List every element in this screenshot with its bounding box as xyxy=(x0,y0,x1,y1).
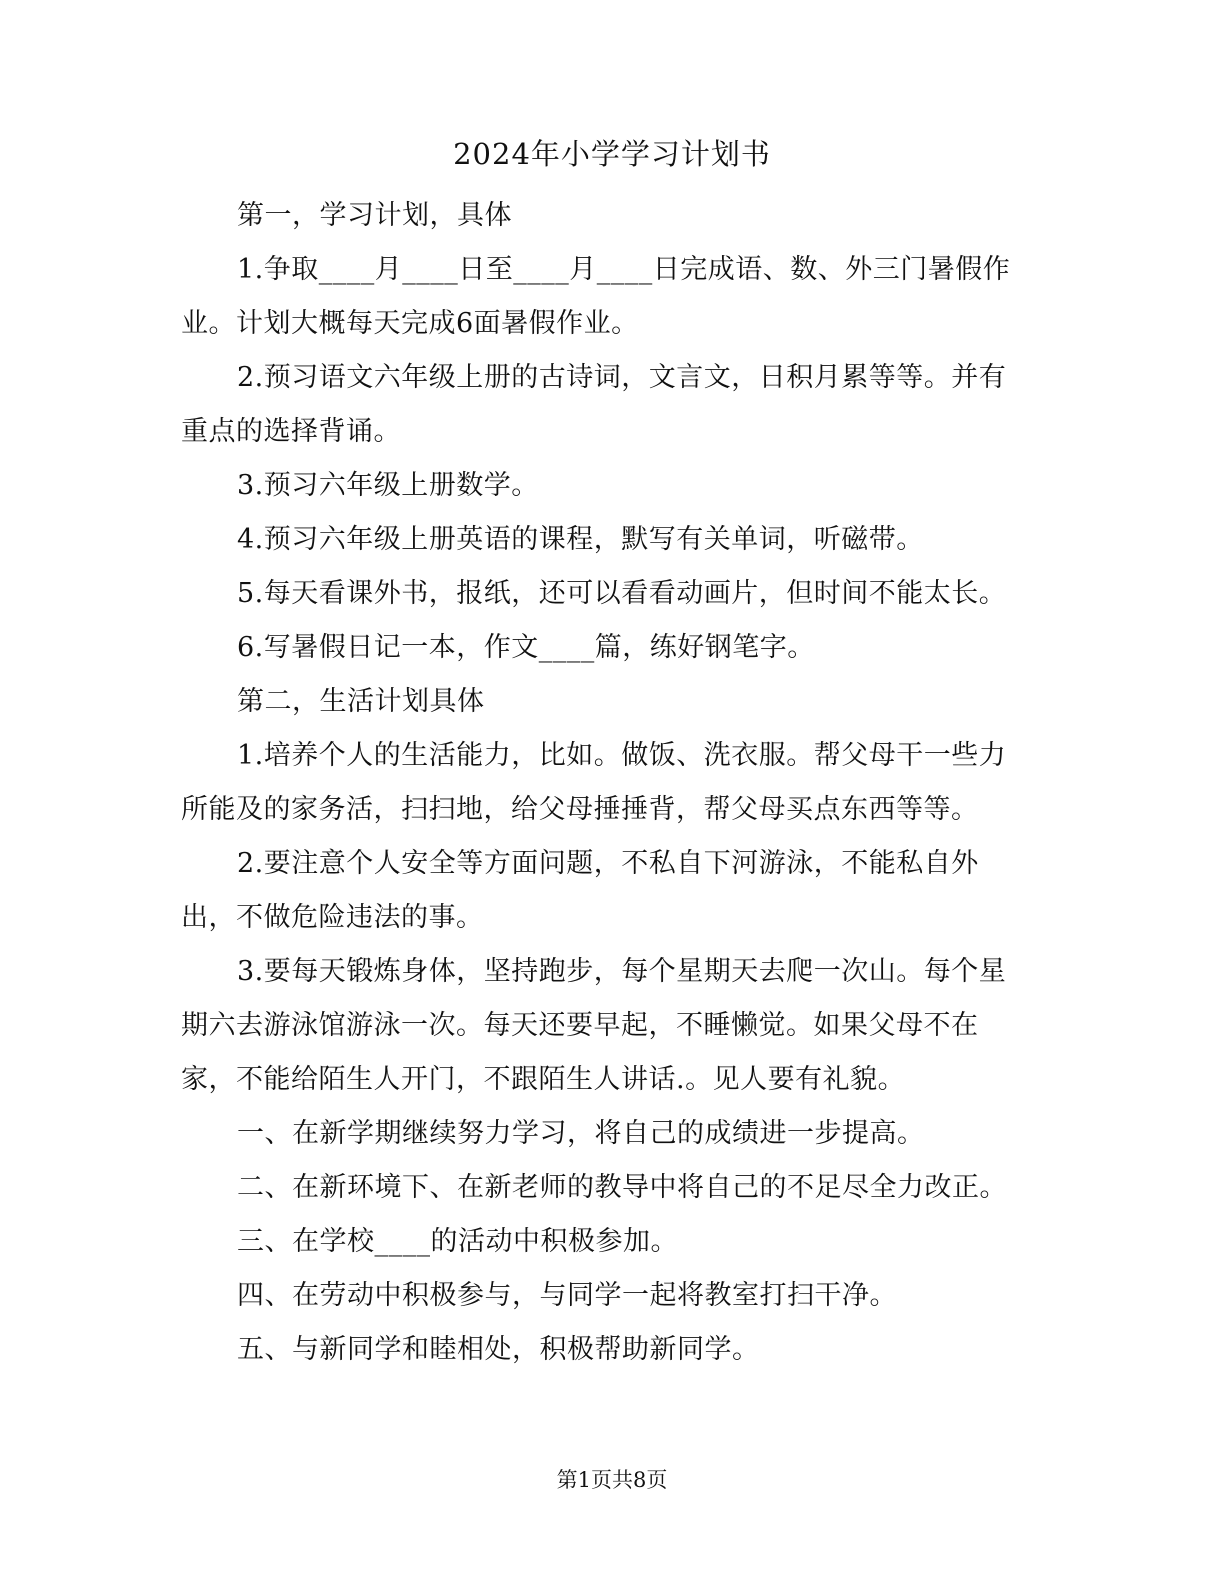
list-item: 4.预习六年级上册英语的课程，默写有关单词，听磁带。 xyxy=(237,524,924,555)
list-item: 5.每天看课外书，报纸，还可以看看动画片，但时间不能太长。 xyxy=(237,578,1007,609)
list-item: 3.预习六年级上册数学。 xyxy=(237,470,539,501)
list-item: 1.争取____月____日至____月____日完成语、数、外三门暑假作业。计划大概每天完成6面暑假作业。 xyxy=(181,254,1011,339)
document-body xyxy=(181,189,1026,1377)
page-title: 2024年小学学习计划书 xyxy=(453,137,771,171)
list-item: 2.预习语文六年级上册的古诗词，文言文，日积月累等等。并有重点的选择背诵。 xyxy=(181,362,1007,447)
list-item: 2.要注意个人安全等方面问题，不私自下河游泳，不能私自外出，不做危险违法的事。 xyxy=(181,848,979,933)
list-item: 3.要每天锻炼身体，坚持跑步，每个星期天去爬一次山。每个星期六去游泳馆游泳一次。每天还要早起，不睡懒觉。如果父母不在家，不能给陌生人开门，不跟陌生人讲话.。见人要有礼貌。 xyxy=(181,956,1007,1095)
page-footer: 第1页共8页 xyxy=(556,1468,668,1492)
list-item: 6.写暑假日记一本，作文____篇，练好钢笔字。 xyxy=(237,632,815,663)
section-heading: 第一，学习计划，具体 xyxy=(237,200,512,231)
list-item: 四、在劳动中积极参与，与同学一起将教室打扫干净。 xyxy=(237,1280,897,1311)
list-item: 1.培养个人的生活能力，比如。做饭、洗衣服。帮父母干一些力所能及的家务活，扫扫地，给父母捶捶背，帮父母买点东西等等。 xyxy=(181,740,1007,825)
section-heading: 第二，生活计划具体 xyxy=(237,686,485,717)
list-item: 三、在学校____的活动中积极参加。 xyxy=(237,1226,678,1257)
list-item: 二、在新环境下、在新老师的教导中将自己的不足尽全力改正。 xyxy=(237,1172,1007,1203)
list-item: 五、与新同学和睦相处，积极帮助新同学。 xyxy=(237,1334,760,1365)
list-item: 一、在新学期继续努力学习，将自己的成绩进一步提高。 xyxy=(237,1118,925,1149)
